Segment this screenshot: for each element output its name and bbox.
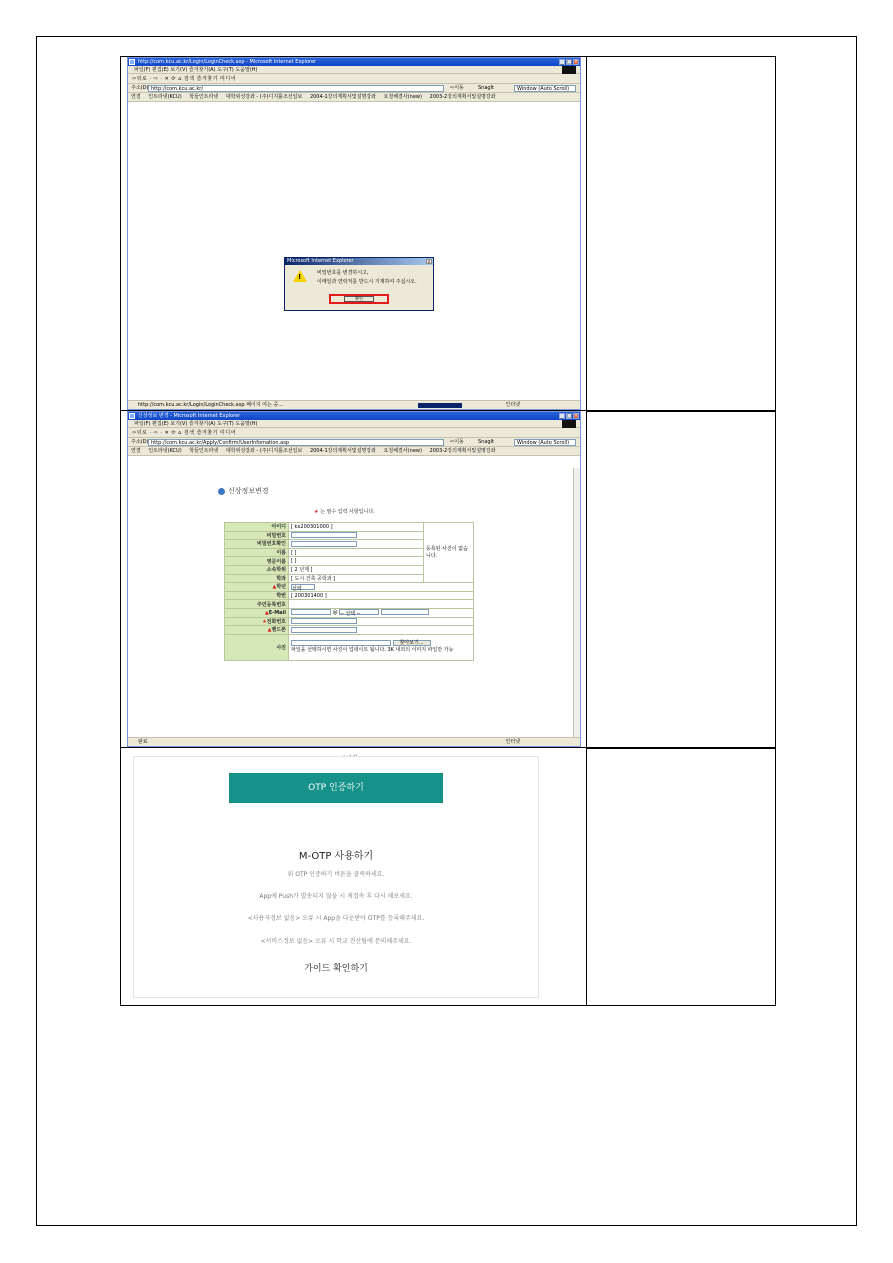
menu-bar[interactable]: 파일(F) 편집(E) 보기(V) 즐겨찾기(A) 도구(T) 도움말(H): [128, 66, 580, 74]
screenshot-cell-3: [121, 748, 587, 1006]
value-id: [ kx200301000 ]: [289, 523, 424, 532]
windows-logo-icon: [562, 420, 576, 428]
otp-instruction-1: 위 OTP 인증하기 버튼을 클릭하세요.: [287, 871, 385, 878]
otp-panel: [133, 756, 539, 998]
otp-instruction-3: <사용자정보 없음> 오류 시 App을 다운받아 OTP를 등록해주세요.: [247, 915, 425, 922]
value-english-name: [ ]: [289, 557, 424, 566]
address-input[interactable]: http://com.kcu.ac.kr/Apply/Confirm/UserInfomation.asp: [148, 439, 444, 446]
dialog-message-line1: 비밀번호를 변경하시고,: [317, 270, 369, 276]
email-id-input[interactable]: [291, 609, 331, 615]
links-bar: 연결 인트라넷(KCU) 학들인트라넷 대학위성강좌 - (주)디지틀조선일보 2004-1강의계획서및설명강좌 요청해결사(new) 2003-2강의계획서및설명강좌: [128, 447, 580, 456]
photo-help-text: 파일을 선택하시면 사진이 업데이트 됩니다. 3K 내외의 이미지 파일만 가능: [291, 647, 454, 654]
page-content: [128, 102, 580, 400]
address-bar: 주소(D) http://com.kcu.ac.kr/Apply/Confirm/UserInfomation.asp ⇨이동 SnagIt Window (Auto Scroll): [128, 438, 580, 447]
mobile-input[interactable]: [291, 627, 357, 633]
browse-button[interactable]: 찾아보기...: [393, 640, 431, 646]
dialog-title: Microsoft Internet Explorer x: [285, 258, 433, 265]
snagit-button[interactable]: SnagIt: [478, 439, 495, 445]
user-info-form: 아이디 [ kx200301000 ] 등록된 사진이 없습니다. 비밀번호 비밀번호확인 이름 [ ] 영문이름 [ ] 소속학위 [ 2 년제 ] 학과 [ 도시 건축 공학과 ] ▲학년 선택 학번 [ 200301400 ] 주민등록번호 ▲E-Mail @ -- 선택 -- ★전화번호 ▲핸드폰 사진 찾아보기... 파일을 선택하시면 사진이 업데이트 됩니다. 3K 내외의 이미지 파일만 가능: [224, 522, 474, 661]
description-cell-1: [587, 57, 775, 411]
link-item[interactable]: 요청해결사(new): [383, 94, 422, 100]
screenshot-cell-2: [121, 411, 587, 748]
photo-placeholder: 등록된 사진이 없습니다.: [424, 523, 474, 583]
minimize-icon[interactable]: _: [560, 59, 564, 65]
description-cell-2: [587, 411, 775, 748]
label-email: E-Mail: [268, 609, 286, 616]
ok-button-highlight: [329, 294, 389, 304]
link-item[interactable]: 2003-2강의계획서및설명강좌: [429, 94, 496, 100]
close-icon[interactable]: ×: [574, 413, 579, 419]
ie-window-login-check: [127, 57, 581, 410]
required-note: ★ 는 필수 입력 사항입니다.: [314, 509, 375, 515]
value-student-no: [ 200301400 ]: [289, 591, 474, 600]
minimize-icon[interactable]: _: [560, 413, 564, 419]
progress-bar: [418, 403, 462, 408]
snagit-button[interactable]: SnagIt: [478, 85, 495, 91]
address-input[interactable]: http://com.kcu.ac.kr/: [148, 85, 444, 92]
scroll-mode-select[interactable]: Window (Auto Scroll): [514, 85, 576, 92]
link-item[interactable]: 인트라넷(KCU): [148, 94, 182, 100]
dialog-close-icon[interactable]: x: [427, 259, 431, 264]
label-student-no: 학번: [225, 591, 289, 600]
grade-select[interactable]: 선택: [291, 584, 315, 590]
label-id: 아이디: [225, 523, 289, 532]
ie-icon: [129, 413, 135, 419]
photo-file-input[interactable]: [291, 640, 391, 646]
description-cell-3: [587, 748, 775, 1006]
maximize-icon[interactable]: □: [567, 413, 572, 419]
value-degree: [ 2 년제 ]: [289, 565, 424, 574]
email-domain-input[interactable]: [381, 609, 429, 615]
label-department: 학과: [225, 574, 289, 583]
label-mobile: 핸드폰: [271, 627, 286, 634]
link-item[interactable]: 대학위성강좌 - (주)디지틀조선일보: [225, 448, 303, 454]
page-content: [128, 468, 580, 737]
address-bar: 주소(D) http://com.kcu.ac.kr/ ⇨이동 SnagIt Window (Auto Scroll): [128, 84, 580, 93]
label-degree: 소속학위: [225, 565, 289, 574]
label-password-confirm: 비밀번호확인: [225, 540, 289, 549]
menu-bar[interactable]: 파일(F) 편집(E) 보기(V) 즐겨찾기(A) 도구(T) 도움말(H): [128, 420, 580, 428]
alert-dialog: Microsoft Internet Explorer x ! 비밀번호를 변경하시고, 이메일과 연락처를 반드시 기재하여 주십시오. 확인: [284, 257, 434, 311]
link-item[interactable]: 인트라넷(KCU): [148, 448, 182, 454]
internet-zone-label: 인터넷: [505, 739, 520, 745]
go-button[interactable]: ⇨이동: [450, 439, 464, 445]
value-department: [ 도시 건축 공학과 ]: [289, 574, 424, 583]
window-titlebar: http://com.kcu.ac.kr/Login/LoginCheck.asp - Microsoft Internet Explorer _ □ ×: [128, 58, 580, 66]
info-icon: [218, 488, 225, 495]
window-titlebar: 신상정보 변경 - Microsoft Internet Explorer _ □ ×: [128, 412, 580, 420]
vertical-scrollbar[interactable]: [573, 468, 580, 737]
required-star-icon: ▲: [264, 609, 269, 616]
otp-instruction-4: <서비스정보 없음> 오류 시 학교 전산팀에 문의해주세요.: [260, 938, 412, 945]
ie-icon: [129, 59, 135, 65]
toolbar[interactable]: ⇦뒤로 · ⇨ · ✕ ⟳ ⌂ 검색 즐겨찾기 미디어: [128, 428, 580, 438]
label-english-name: 영문이름: [225, 557, 289, 566]
label-resident-no: 주민등록번호: [225, 600, 289, 609]
status-bar: 완료 인터넷: [128, 737, 580, 746]
value-name: [ ]: [289, 548, 424, 557]
label-phone: 전화번호: [266, 618, 286, 625]
link-item[interactable]: 학들인트라넷: [189, 94, 219, 100]
otp-auth-button[interactable]: OTP 인증하기: [229, 773, 443, 803]
ie-window-user-info: [127, 411, 581, 747]
required-star-icon: ▲: [267, 627, 272, 634]
link-item[interactable]: 대학위성강좌 - (주)디지틀조선일보: [225, 94, 303, 100]
ok-button[interactable]: 확인: [344, 296, 374, 302]
required-star-icon: ★: [262, 618, 267, 625]
close-icon[interactable]: ×: [574, 59, 579, 65]
link-item[interactable]: 요청해결사(new): [383, 448, 422, 454]
internet-zone-label: 인터넷: [505, 402, 520, 408]
label-photo: 사진: [225, 634, 289, 660]
form-title: 신상정보변경: [218, 486, 269, 496]
document-table: [120, 56, 776, 1006]
password-confirm-input[interactable]: [291, 541, 357, 547]
go-button[interactable]: ⇨이동: [450, 85, 464, 91]
status-bar: http://com.kcu.ac.kr/Login/LoginCheck.asp 페이지 여는 중... 인터넷: [128, 400, 580, 409]
otp-instruction-2: App에 Push가 발송되지 않을 시 재접속 후 다시 해보세요.: [259, 893, 413, 900]
otp-heading: M-OTP 사용하기: [298, 851, 374, 862]
required-star-icon: ★: [314, 509, 319, 515]
phone-input[interactable]: [291, 618, 357, 624]
password-input[interactable]: [291, 532, 357, 538]
screenshot-cell-1: [121, 57, 587, 411]
scroll-mode-select[interactable]: Window (Auto Scroll): [514, 439, 576, 446]
dialog-message-line2: 이메일과 연락처를 반드시 기재하여 주십시오.: [317, 279, 417, 285]
label-password: 비밀번호: [225, 531, 289, 540]
windows-logo-icon: [562, 66, 576, 74]
link-item[interactable]: 2003-2강의계획서및설명강좌: [429, 448, 496, 454]
required-star-icon: ▲: [272, 584, 277, 591]
link-item[interactable]: 학들인트라넷: [189, 448, 219, 454]
links-bar: 연결 인트라넷(KCU) 학들인트라넷 대학위성강좌 - (주)디지틀조선일보 2004-1강의계획서및설명강좌 요청해결사(new) 2003-2강의계획서및설명강좌: [128, 93, 580, 102]
label-grade: 학년: [276, 584, 286, 591]
label-name: 이름: [225, 548, 289, 557]
link-item[interactable]: 2004-1강의계획서및설명강좌: [309, 448, 376, 454]
guide-link[interactable]: 가이드 확인하기: [304, 964, 368, 974]
maximize-icon[interactable]: □: [567, 59, 572, 65]
email-domain-select[interactable]: -- 선택 --: [339, 609, 379, 615]
toolbar[interactable]: ⇦뒤로 · ⇨ · ✕ ⟳ ⌂ 검색 즐겨찾기 미디어: [128, 74, 580, 84]
link-item[interactable]: 2004-1강의계획서및설명강좌: [309, 94, 376, 100]
